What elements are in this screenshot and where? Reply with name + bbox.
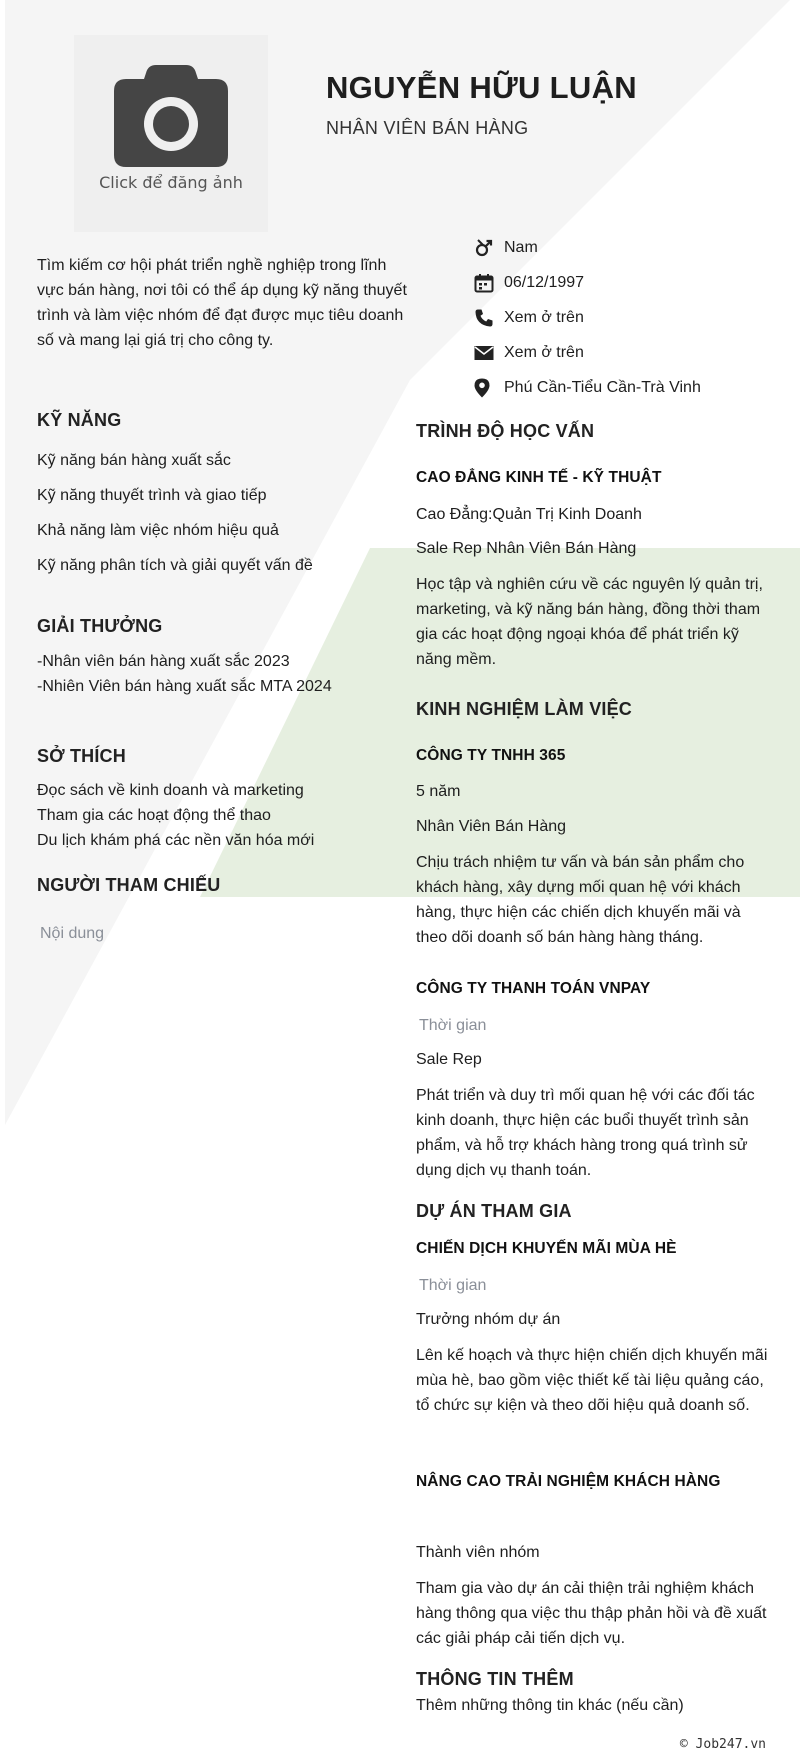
envelope-icon bbox=[474, 345, 504, 361]
education-description: Học tập và nghiên cứu về các nguyên lý quản trị, marketing, và kỹ năng bán hàng, đồng thời tham gia các hoạt động ngoại khóa để phát triển kỹ năng mềm. bbox=[416, 576, 763, 668]
skill-item: Kỹ năng bán hàng xuất sắc bbox=[37, 452, 231, 469]
skills-list bbox=[37, 451, 313, 591]
project-role: Trưởng nhóm dự án bbox=[416, 1311, 561, 1328]
extra-heading: THÔNG TIN THÊM bbox=[416, 1669, 574, 1689]
job-description: Chịu trách nhiệm tư vấn và bán sản phẩm cho khách hàng, xây dựng mối quan hệ với khách hàng, thực hiện các chiến dịch khuyến mãi và theo dõi doanh số bán hàng hàng tháng. bbox=[416, 854, 745, 946]
references-placeholder[interactable]: Nội dung bbox=[40, 925, 105, 942]
extra-text: Thêm những thông tin khác (nếu cần) bbox=[416, 1697, 684, 1714]
gender-value: Nam bbox=[504, 238, 538, 256]
projects-heading: DỰ ÁN THAM GIA bbox=[416, 1201, 572, 1221]
candidate-name: NGUYỄN HỮU LUẬN bbox=[326, 70, 637, 105]
project-name: NÂNG CAO TRẢI NGHIỆM KHÁCH HÀNG bbox=[416, 1473, 721, 1490]
award-item: -Nhiên Viên bán hàng xuất sắc MTA 2024 bbox=[37, 678, 332, 695]
project-role: Thành viên nhóm bbox=[416, 1544, 540, 1561]
hobby-item: Đọc sách về kinh doanh và marketing bbox=[37, 782, 304, 799]
experience-heading: KINH NGHIỆM LÀM VIỆC bbox=[416, 699, 633, 719]
info-gender bbox=[474, 230, 701, 265]
phone-icon bbox=[474, 308, 504, 328]
phone-value: Xem ở trên bbox=[504, 308, 584, 326]
camera-icon bbox=[112, 63, 230, 171]
hobby-item: Du lịch khám phá các nền văn hóa mới bbox=[37, 832, 315, 849]
project-description: Tham gia vào dự án cải thiện trải nghiệm khách hàng thông qua việc thu thập phản hồi và đề xuất các giải pháp cải tiến dịch vụ. bbox=[416, 1580, 767, 1647]
hobbies-heading: SỞ THÍCH bbox=[37, 746, 126, 766]
project-time[interactable]: Thời gian bbox=[419, 1277, 487, 1294]
awards-heading: GIẢI THƯỞNG bbox=[37, 616, 163, 636]
skills-heading: KỸ NĂNG bbox=[37, 410, 122, 430]
skill-item: Kỹ năng phân tích và giải quyết vấn đề bbox=[37, 557, 313, 574]
hobbies-list bbox=[37, 778, 314, 853]
education-heading: TRÌNH ĐỘ HỌC VẤN bbox=[416, 421, 595, 441]
gender-icon bbox=[474, 238, 504, 258]
career-objective: Tìm kiếm cơ hội phát triển nghề nghiệp trong lĩnh vực bán hàng, nơi tôi có thể áp dụng kỹ năng thuyết trình và làm việc nhóm để đạt được mục tiêu doanh số và mang lại giá trị cho công ty. bbox=[37, 257, 407, 349]
info-birthday bbox=[474, 265, 701, 300]
job-company: CÔNG TY TNHH 365 bbox=[416, 747, 566, 764]
info-phone bbox=[474, 300, 701, 335]
awards-list bbox=[37, 649, 339, 699]
email-value: Xem ở trên bbox=[504, 343, 584, 361]
photo-caption: Click để đăng ảnh bbox=[99, 173, 243, 192]
job-time[interactable]: Thời gian bbox=[419, 1017, 487, 1034]
education-degree: Cao Đẳng:Quản Trị Kinh Doanh bbox=[416, 506, 642, 523]
education-school: CAO ĐẲNG KINH TẾ - KỸ THUẬT bbox=[416, 469, 662, 486]
skill-item: Kỹ năng thuyết trình và giao tiếp bbox=[37, 487, 267, 504]
candidate-title: NHÂN VIÊN BÁN HÀNG bbox=[326, 118, 529, 138]
info-address bbox=[474, 370, 701, 405]
job-description: Phát triển và duy trì mối quan hệ với các đối tác kinh doanh, thực hiện các buổi thuyết trình sản phẩm, và hỗ trợ khách hàng trong quá trình sử dụng dịch vụ thanh toán. bbox=[416, 1087, 755, 1179]
project-name: CHIẾN DỊCH KHUYẾN MÃI MÙA HÈ bbox=[416, 1240, 677, 1257]
birthday-value: 06/12/1997 bbox=[504, 273, 585, 291]
job-position: Sale Rep bbox=[416, 1051, 482, 1068]
address-value: Phú Cần-Tiểu Cần-Trà Vinh bbox=[504, 378, 701, 396]
location-pin-icon bbox=[474, 378, 504, 398]
job-position: Nhân Viên Bán Hàng bbox=[416, 818, 567, 835]
photo-upload[interactable] bbox=[74, 35, 268, 232]
calendar-icon bbox=[474, 273, 504, 293]
project-description: Lên kế hoạch và thực hiện chiến dịch khuyến mãi mùa hè, bao gồm việc thiết kế tài liệu quảng cáo, tổ chức sự kiện và theo dõi hiệu quả doanh số. bbox=[416, 1347, 768, 1414]
job-time: 5 năm bbox=[416, 783, 461, 800]
education-major: Sale Rep Nhân Viên Bán Hàng bbox=[416, 540, 637, 557]
info-email bbox=[474, 335, 701, 370]
award-item: -Nhân viên bán hàng xuất sắc 2023 bbox=[37, 653, 290, 670]
job-company: CÔNG TY THANH TOÁN VNPAY bbox=[416, 980, 651, 997]
personal-info bbox=[474, 230, 701, 405]
references-heading: NGƯỜI THAM CHIẾU bbox=[37, 875, 221, 895]
footer-credit[interactable]: © Job247.vn bbox=[679, 1737, 766, 1752]
skill-item: Khả năng làm việc nhóm hiệu quả bbox=[37, 522, 279, 539]
hobby-item: Tham gia các hoạt động thể thao bbox=[37, 807, 271, 824]
